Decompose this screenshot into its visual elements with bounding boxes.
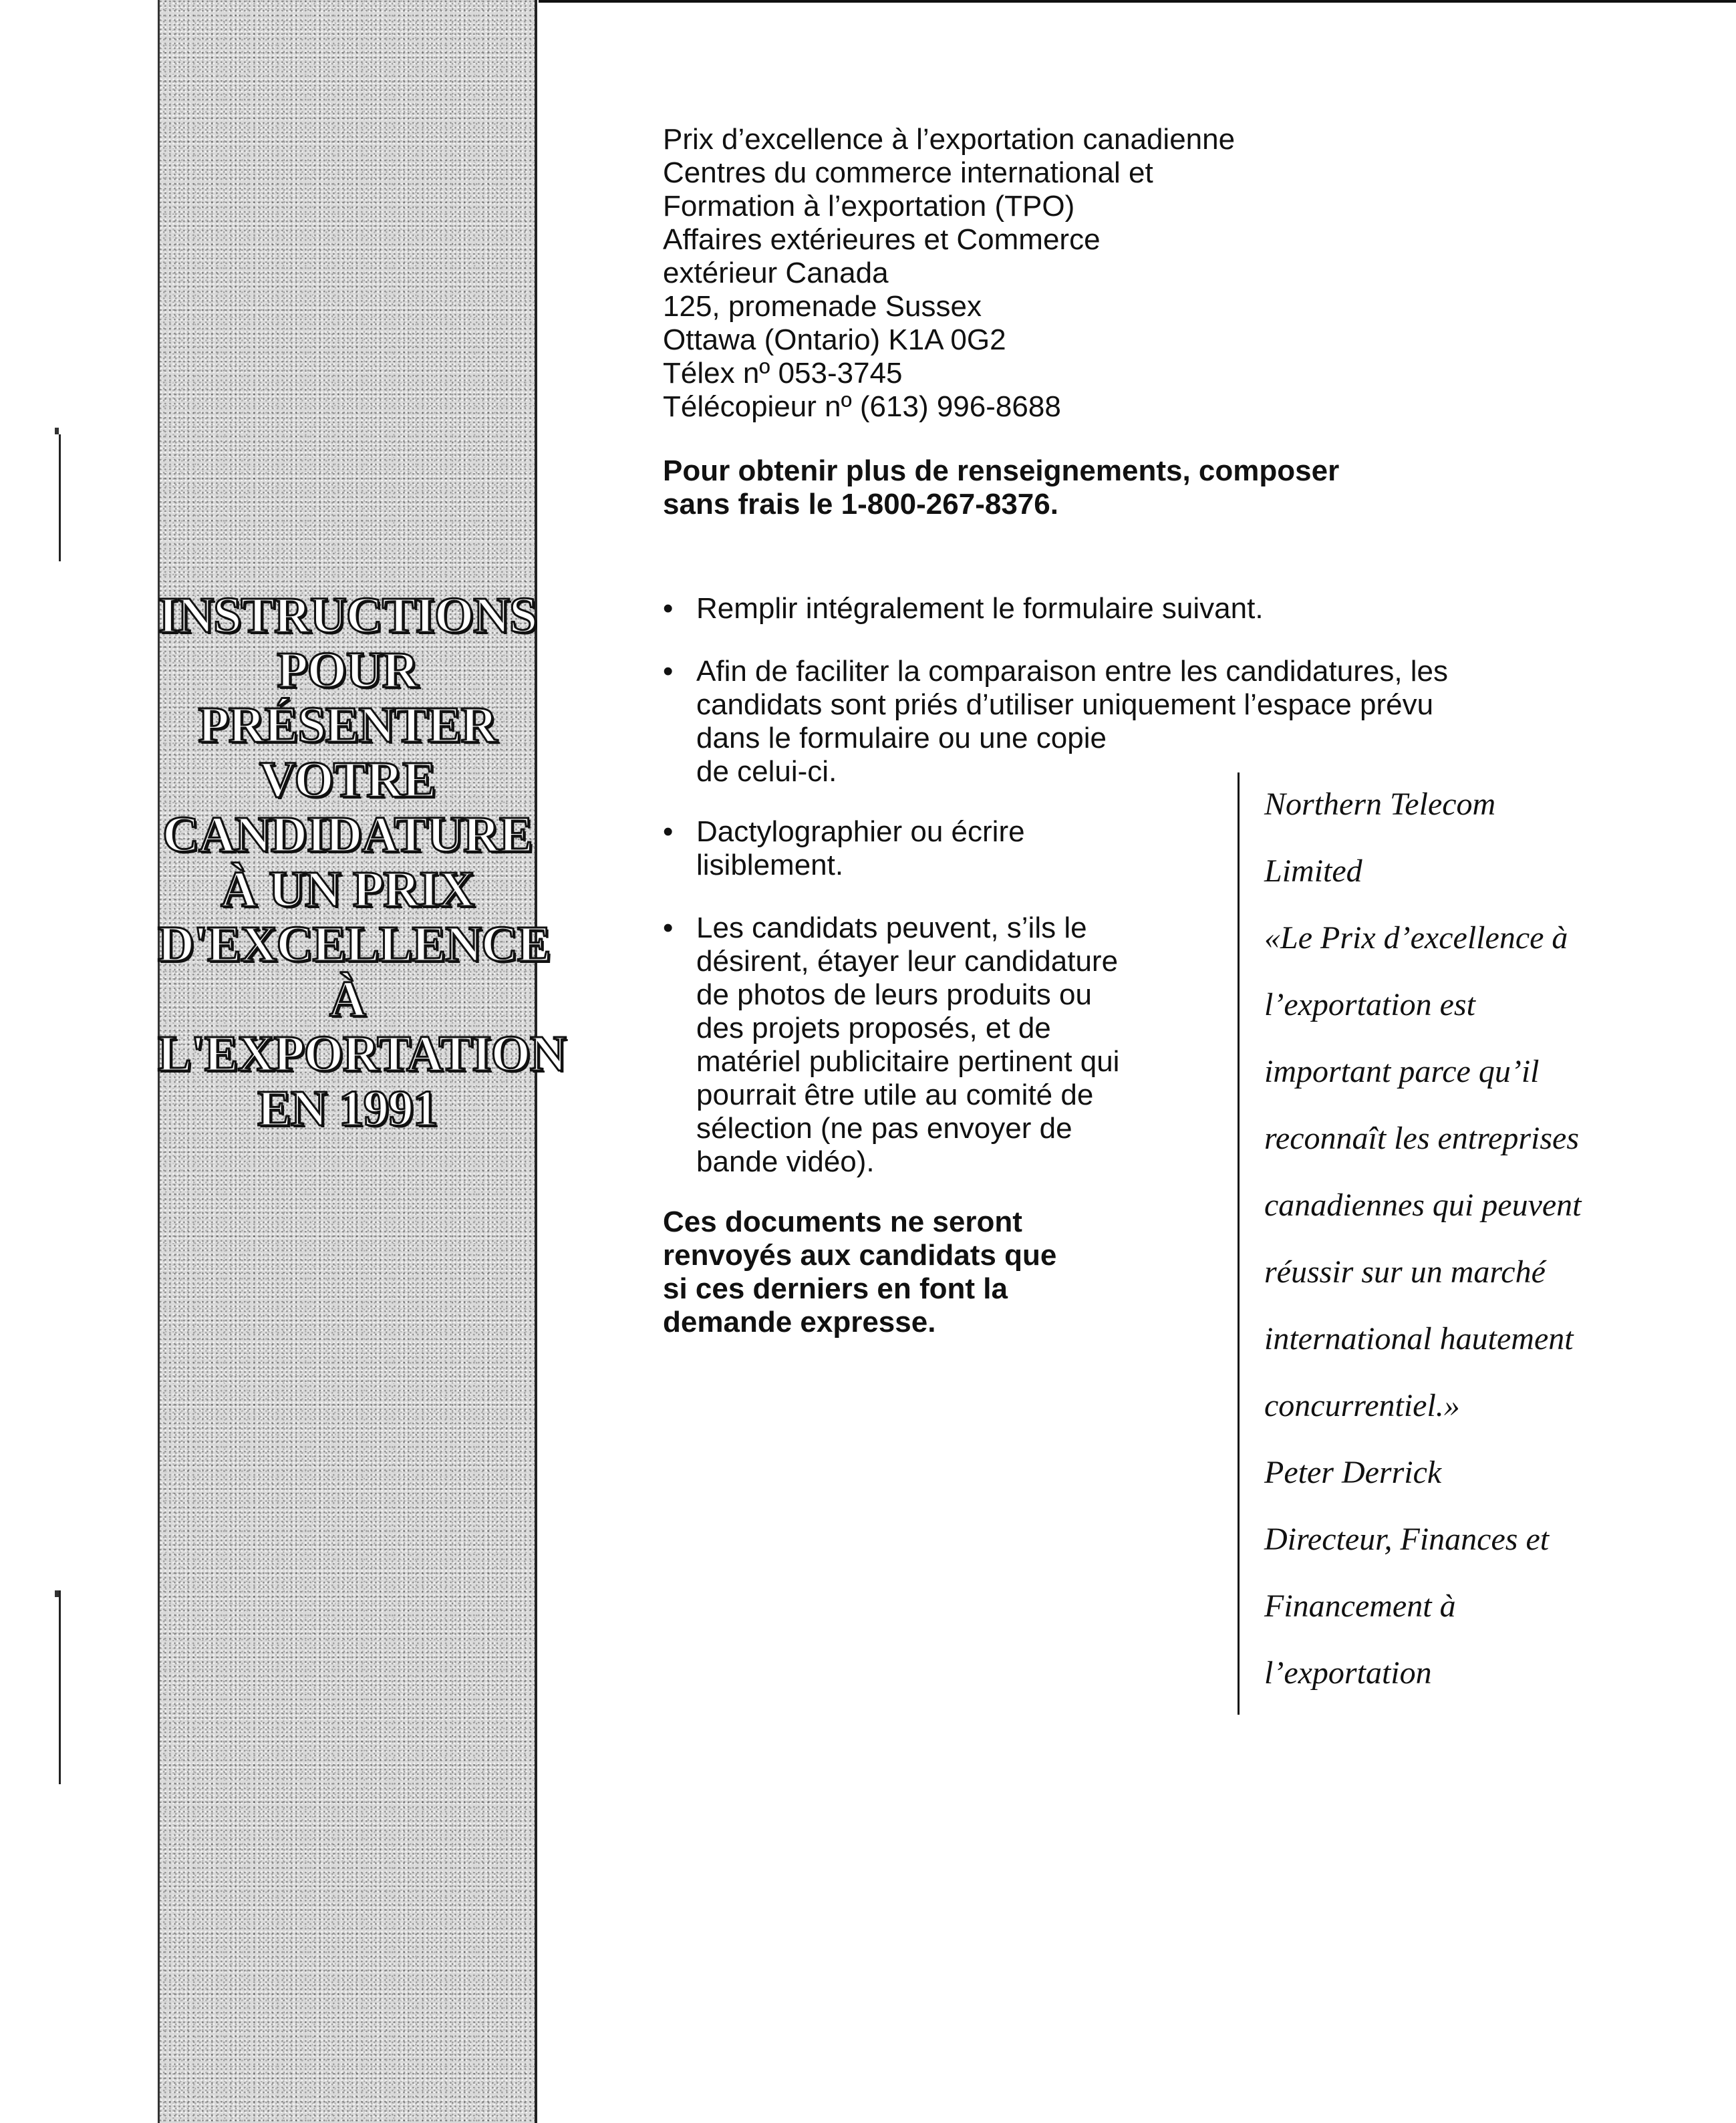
sidebar-title-line: EN 1991: [257, 1081, 438, 1137]
bullet-text: [696, 911, 1119, 1179]
quote-line: Directeur, Finances et: [1264, 1522, 1550, 1557]
bullet-line: sélection (ne pas envoyer de: [696, 1112, 1072, 1145]
bullet-line: Remplir intégralement le formulaire suivant.: [696, 592, 1264, 625]
closing-note: [663, 1206, 1197, 1339]
bullet-line: de celui-ci.: [696, 755, 837, 788]
quote-line: canadiennes qui peuvent: [1264, 1187, 1582, 1223]
quote-line: «Le Prix d’excellence à: [1264, 920, 1568, 956]
scan-mark: [55, 1590, 59, 1597]
bullet-line: Dactylographier ou écrire: [696, 815, 1025, 848]
bullet-line: dans le formulaire ou une copie: [696, 722, 1107, 754]
bullet-line: des projets proposés, et de: [696, 1012, 1051, 1044]
bullet-dot: •: [663, 592, 674, 625]
closing-line: si ces derniers en font la: [663, 1272, 1008, 1305]
toll-free-info: [663, 454, 1532, 521]
quote-line: réussir sur un marché: [1264, 1254, 1546, 1290]
quote-line: l’exportation: [1264, 1655, 1432, 1691]
bullet-line: bande vidéo).: [696, 1145, 875, 1178]
bullet-line: matériel publicitaire pertinent qui: [696, 1045, 1120, 1078]
bullet-line: désirent, étayer leur candidature: [696, 945, 1119, 978]
quote-line: l’exportation est: [1264, 987, 1475, 1022]
bullet-line: de photos de leurs produits ou: [696, 978, 1092, 1011]
scan-mark: [55, 428, 59, 434]
quote-line: Limited: [1264, 853, 1362, 889]
bullet-dot: •: [663, 911, 674, 944]
top-rule: [539, 0, 1736, 3]
address-line: Ottawa (Ontario) K1A 0G2: [663, 323, 1006, 356]
quote-line: Financement à: [1264, 1588, 1456, 1624]
sidebar-title-line: L'EXPORTATION: [158, 1026, 566, 1082]
address-line: Télex nº 053-3745: [663, 357, 903, 390]
mailing-address: [663, 123, 1598, 424]
bullet-line: Afin de faciliter la comparaison entre les candidatures, les: [696, 655, 1449, 688]
quote-line: Peter Derrick: [1264, 1455, 1442, 1490]
sidebar-title-line: À UN PRIX: [221, 861, 474, 917]
bullet-line: pourrait être utile au comité de: [696, 1079, 1094, 1111]
sidebar-title-line: CANDIDATURE: [162, 807, 533, 863]
sidebar-title-line: VOTRE: [259, 752, 436, 808]
quote-line: concurrentiel.»: [1264, 1388, 1460, 1423]
sidebar-title-line: À: [329, 971, 366, 1027]
bullet-line: Les candidats peuvent, s’ils le: [696, 911, 1087, 944]
closing-line: renvoyés aux candidats que: [663, 1239, 1057, 1272]
bullet-text: [696, 592, 1264, 625]
bullet-text: [696, 655, 1448, 789]
address-line: Centres du commerce international et: [663, 156, 1153, 189]
scan-edge-line-lower: [59, 1590, 61, 1784]
bullet-line: lisiblement.: [696, 849, 844, 881]
closing-line: demande expresse.: [663, 1306, 936, 1338]
sidebar-title: [158, 587, 566, 1137]
sidebar-title-line: PRÉSENTER: [198, 697, 497, 753]
bullet-dot: •: [663, 655, 674, 688]
quote-divider: [1238, 772, 1240, 1715]
address-line: Affaires extérieures et Commerce: [663, 223, 1101, 256]
address-line: 125, promenade Sussex: [663, 290, 982, 323]
closing-line: Ces documents ne seront: [663, 1206, 1022, 1238]
scan-edge-line-upper: [59, 434, 61, 561]
address-line: Télécopieur nº (613) 996-8688: [663, 390, 1061, 423]
toll-free-line: sans frais le 1-800-267-8376.: [663, 488, 1058, 521]
bullet-text: [696, 815, 1025, 882]
address-line: extérieur Canada: [663, 257, 889, 289]
address-line: Prix d’excellence à l’exportation canadienne: [663, 123, 1236, 156]
bullet-line: candidats sont priés d’utiliser uniquement l’espace prévu: [696, 688, 1434, 721]
quote-line: important parce qu’il: [1264, 1054, 1540, 1089]
address-line: Formation à l’exportation (TPO): [663, 190, 1075, 223]
sidebar-title-line: D'EXCELLENCE: [158, 916, 551, 972]
quote-line: Northern Telecom: [1264, 787, 1496, 822]
bullet-dot: •: [663, 815, 674, 848]
quote-line: international hautement: [1264, 1321, 1574, 1357]
sidebar-title-line: POUR: [277, 642, 418, 698]
testimonial-quote: [1264, 771, 1719, 1707]
sidebar-title-line: INSTRUCTIONS: [158, 587, 537, 644]
quote-line: reconnaît les entreprises: [1264, 1121, 1580, 1156]
toll-free-line: Pour obtenir plus de renseignements, composer: [663, 454, 1340, 487]
